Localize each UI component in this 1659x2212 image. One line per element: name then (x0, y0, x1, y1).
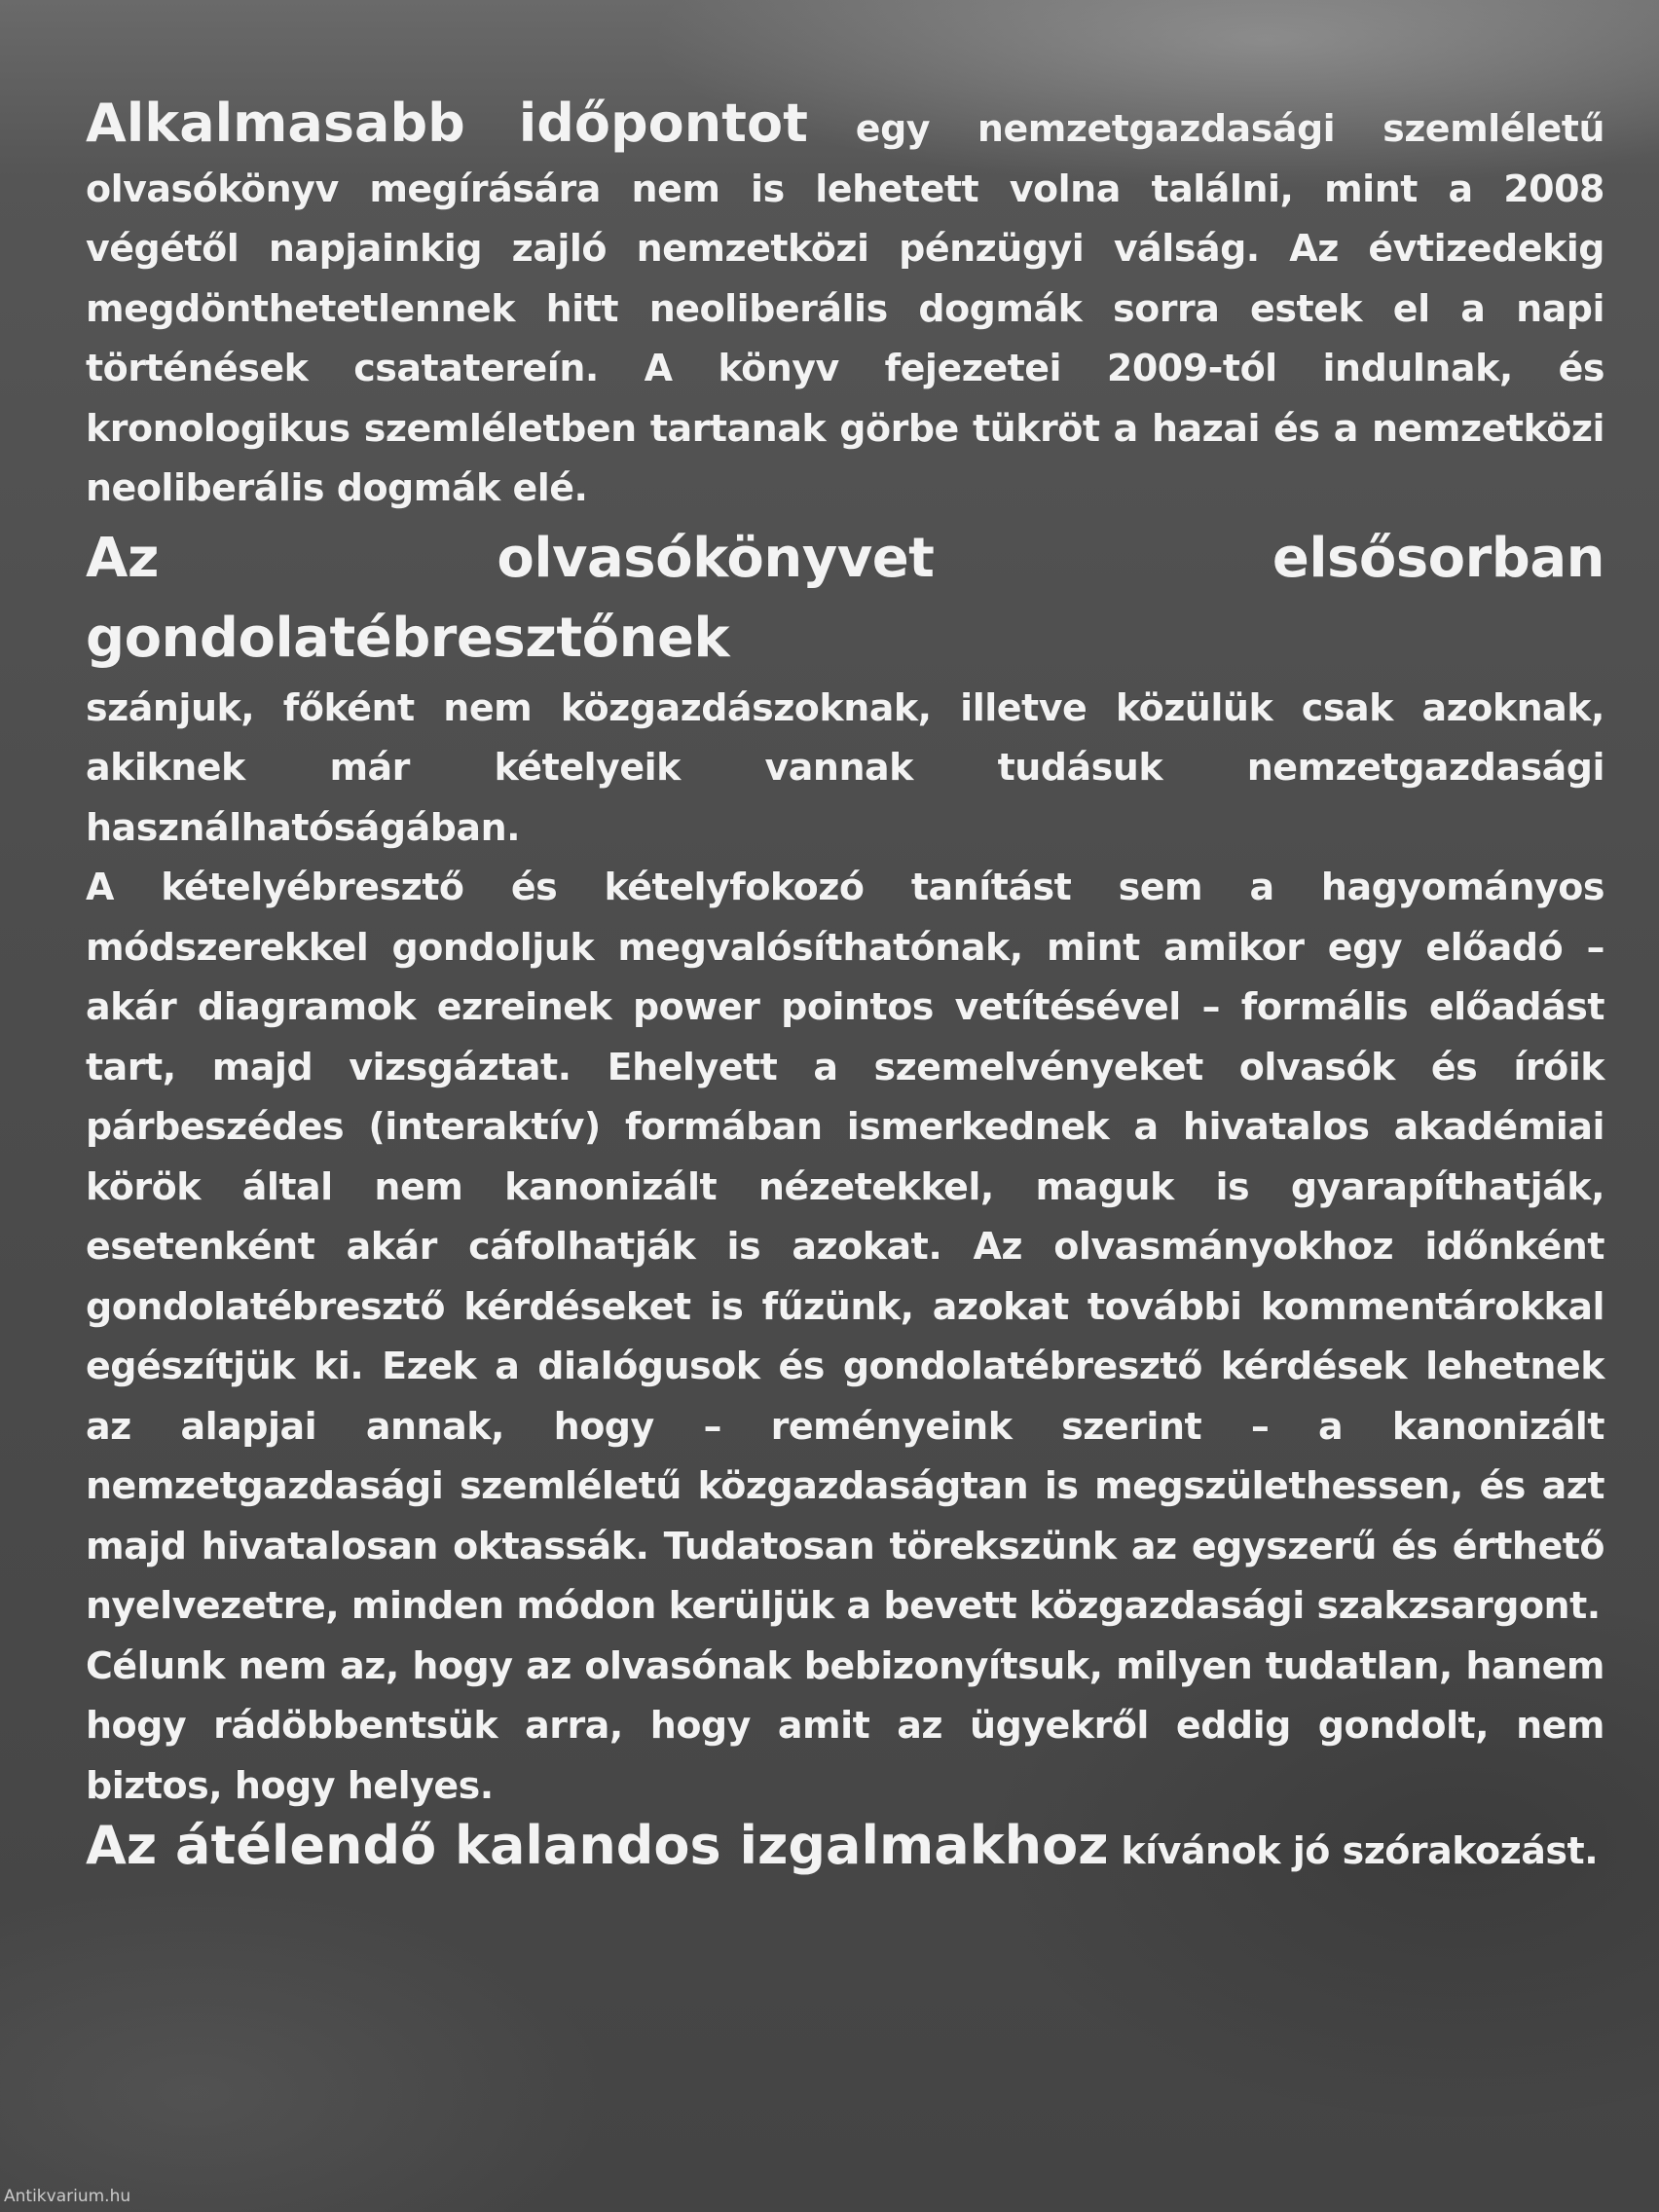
paragraph-1 (86, 93, 1604, 519)
paragraph-2 (86, 519, 1604, 859)
paragraph-3: A kételyébresztő és kételyfokozó tanítást sem a hagyományos módszerekkel gondoljuk megvalósíthatónak, mint amikor egy előadó – akár diagramok ezreinek power pointos vetítésével – formális előadást tart, majd vizsgáztat. Ehelyett a szemelvényeket olvasók és íróik párbeszédes (interaktív) formában ismerkednek a hivatalos akadémiai körök által nem kanonizált nézetekkel, maguk is gyarapíthatják, esetenként akár cáfolhatják is azokat. Az olvasmányokhoz időnként gondolatébresztő kérdéseket is fűzünk, azokat további kommentárokkal egészítjük ki. Ezek a dialógusok és gondolatébresztő kérdések lehetnek az alapjai annak, hogy – reményeink szerint – a kanonizált nemzetgazdasági szemléletű közgazdaságtan is megszülethessen, és azt majd hivatalosan oktassák. Tudatosan törekszünk az egyszerű és érthető nyelvezetre, minden módon kerüljük a bevett közgazdasági szakzsargont. (86, 866, 1604, 1627)
paragraph-1-lead: Alkalmasabb időpontot (86, 92, 808, 154)
paragraph-1-text: egy nemzetgazdasági szemléletű olvasókönyv megírására nem is lehetett volna találni, mint a 2008 végétől napjainkig zajló nemzetközi pénzügyi válság. Az évtizedekig megdönthetetlennek hitt neoliberális dogmák sorra estek el a napi történések csatatereín. A könyv fejezetei 2009-tól indulnak, és kronologikus szemléletben tartanak görbe tükröt a hazai és a nemzetközi neoliberális dogmák elé. (86, 107, 1604, 509)
paragraph-2-text: szánjuk, főként nem közgazdászoknak, illetve közülük csak azoknak, akiknek már kételyeik vannak tudásuk nemzetgazdasági használhatóságában. (86, 685, 1604, 849)
watermark: Antikvarium.hu (4, 2187, 131, 2206)
paragraph-5 (86, 1816, 1604, 1882)
paragraph-5-text: kívánok jó szórakozást. (1108, 1829, 1599, 1872)
paragraph-5-lead: Az átélendő kalandos izgalmakhoz (86, 1815, 1109, 1876)
paragraph-4: Célunk nem az, hogy az olvasónak bebizonyítsuk, milyen tudatlan, hanem hogy rádöbbentsük arra, hogy amit az ügyekről eddig gondolt, nem biztos, hogy helyes. (86, 1643, 1604, 1807)
paragraph-2-lead: Az olvasókönyvet elsősorban gondolatébresztőnek (86, 526, 1604, 670)
blurb-text (86, 93, 1604, 1882)
